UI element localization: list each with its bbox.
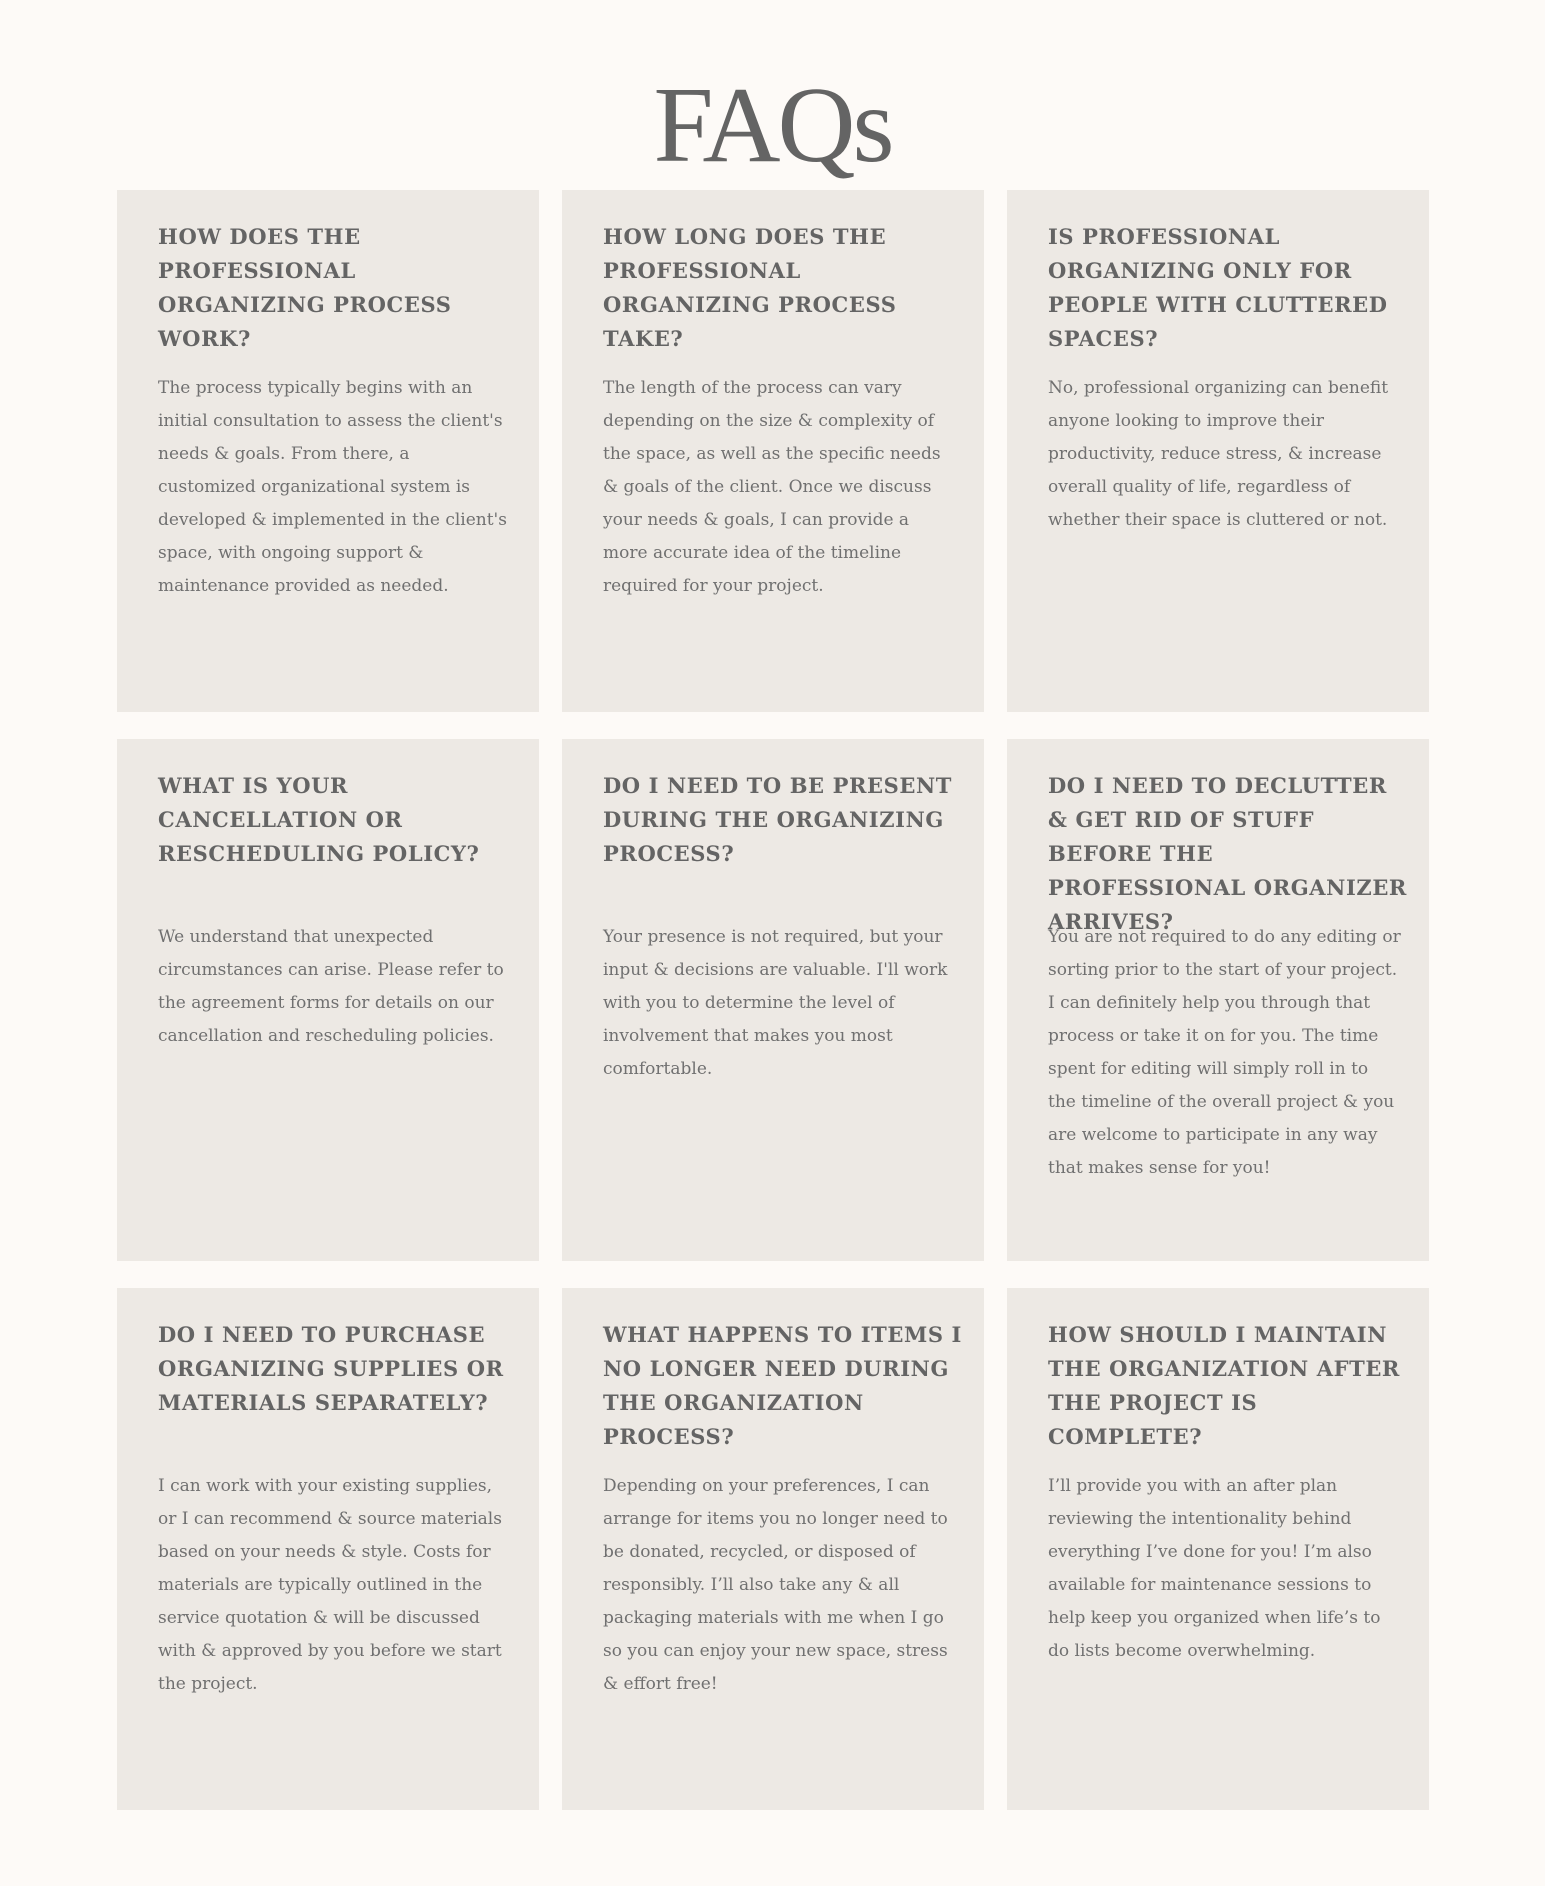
faq-question: DO I NEED TO BE PRESENT DURING THE ORGANIZING PROCESS? xyxy=(603,773,953,866)
faq-question: IS PROFESSIONAL ORGANIZING ONLY FOR PEOPLE WITH CLUTTERED SPACES? xyxy=(1048,224,1388,351)
faq-card xyxy=(1007,739,1429,1261)
faq-answer: No, professional organizing can benefit anyone looking to improve their productivity, reduce stress, & increase overall quality of life, regardless of whether their space is cluttered or not. xyxy=(1048,378,1389,530)
faq-question: HOW DOES THE PROFESSIONAL ORGANIZING PROCESS WORK? xyxy=(158,224,452,351)
faq-question: DO I NEED TO DECLUTTER & GET RID OF STUFF BEFORE THE PROFESSIONAL ORGANIZER ARRIVES? xyxy=(1048,773,1407,934)
faq-card xyxy=(562,739,984,1261)
faq-answer: You are not required to do any editing or sorting prior to the start of your project. I can definitely help you through that process or take it on for you. The time spent for editing will simply roll in to the timeline of the overall project & you are welcome to participate in any way that makes sense for you! xyxy=(1048,927,1401,1178)
faq-grid xyxy=(117,190,1429,1810)
faq-question: WHAT IS YOUR CANCELLATION OR RESCHEDULING POLICY? xyxy=(158,773,480,866)
faq-answer: I’ll provide you with an after plan reviewing the intentionality behind everything I’ve done for you! I’m also available for maintenance sessions to help keep you organized when life’s to do lists become overwhelming. xyxy=(1048,1476,1381,1661)
faq-question: HOW SHOULD I MAINTAIN THE ORGANIZATION AFTER THE PROJECT IS COMPLETE? xyxy=(1048,1322,1400,1449)
faq-card xyxy=(562,190,984,712)
faq-card xyxy=(562,1288,984,1810)
faq-answer: Depending on your preferences, I can arrange for items you no longer need to be donated, recycled, or disposed of responsibly. I’ll also take any & all packaging materials with me when I go so you can enjoy your new space, stress & effort free! xyxy=(603,1476,948,1694)
faq-answer: I can work with your existing supplies, or I can recommend & source materials based on your needs & style. Costs for materials are typically outlined in the service quotation & will be discussed with & approved by you before we start the project. xyxy=(158,1476,502,1694)
faq-question: DO I NEED TO PURCHASE ORGANIZING SUPPLIES OR MATERIALS SEPARATELY? xyxy=(158,1322,504,1415)
faq-question: HOW LONG DOES THE PROFESSIONAL ORGANIZING PROCESS TAKE? xyxy=(603,224,897,351)
page-title: FAQs xyxy=(653,66,892,185)
faq-card xyxy=(1007,1288,1429,1810)
faq-question: WHAT HAPPENS TO ITEMS I NO LONGER NEED DURING THE ORGANIZATION PROCESS? xyxy=(603,1322,962,1449)
faq-answer: Your presence is not required, but your input & decisions are valuable. I'll work with you to determine the level of involvement that makes you most comfortable. xyxy=(603,927,948,1079)
faq-answer: We understand that unexpected circumstances can arise. Please refer to the agreement forms for details on our cancellation and rescheduling policies. xyxy=(158,927,504,1046)
faq-card xyxy=(117,1288,539,1810)
faq-card xyxy=(1007,190,1429,712)
faq-answer: The process typically begins with an initial consultation to assess the client's needs & goals. From there, a customized organizational system is developed & implemented in the client's space, with ongoing support & maintenance provided as needed. xyxy=(158,378,507,596)
faq-card xyxy=(117,190,539,712)
faq-answer: The length of the process can vary depending on the size & complexity of the space, as well as the specific needs & goals of the client. Once we discuss your needs & goals, I can provide a more accurate idea of the timeline required for your project. xyxy=(603,378,941,596)
faq-card xyxy=(117,739,539,1261)
